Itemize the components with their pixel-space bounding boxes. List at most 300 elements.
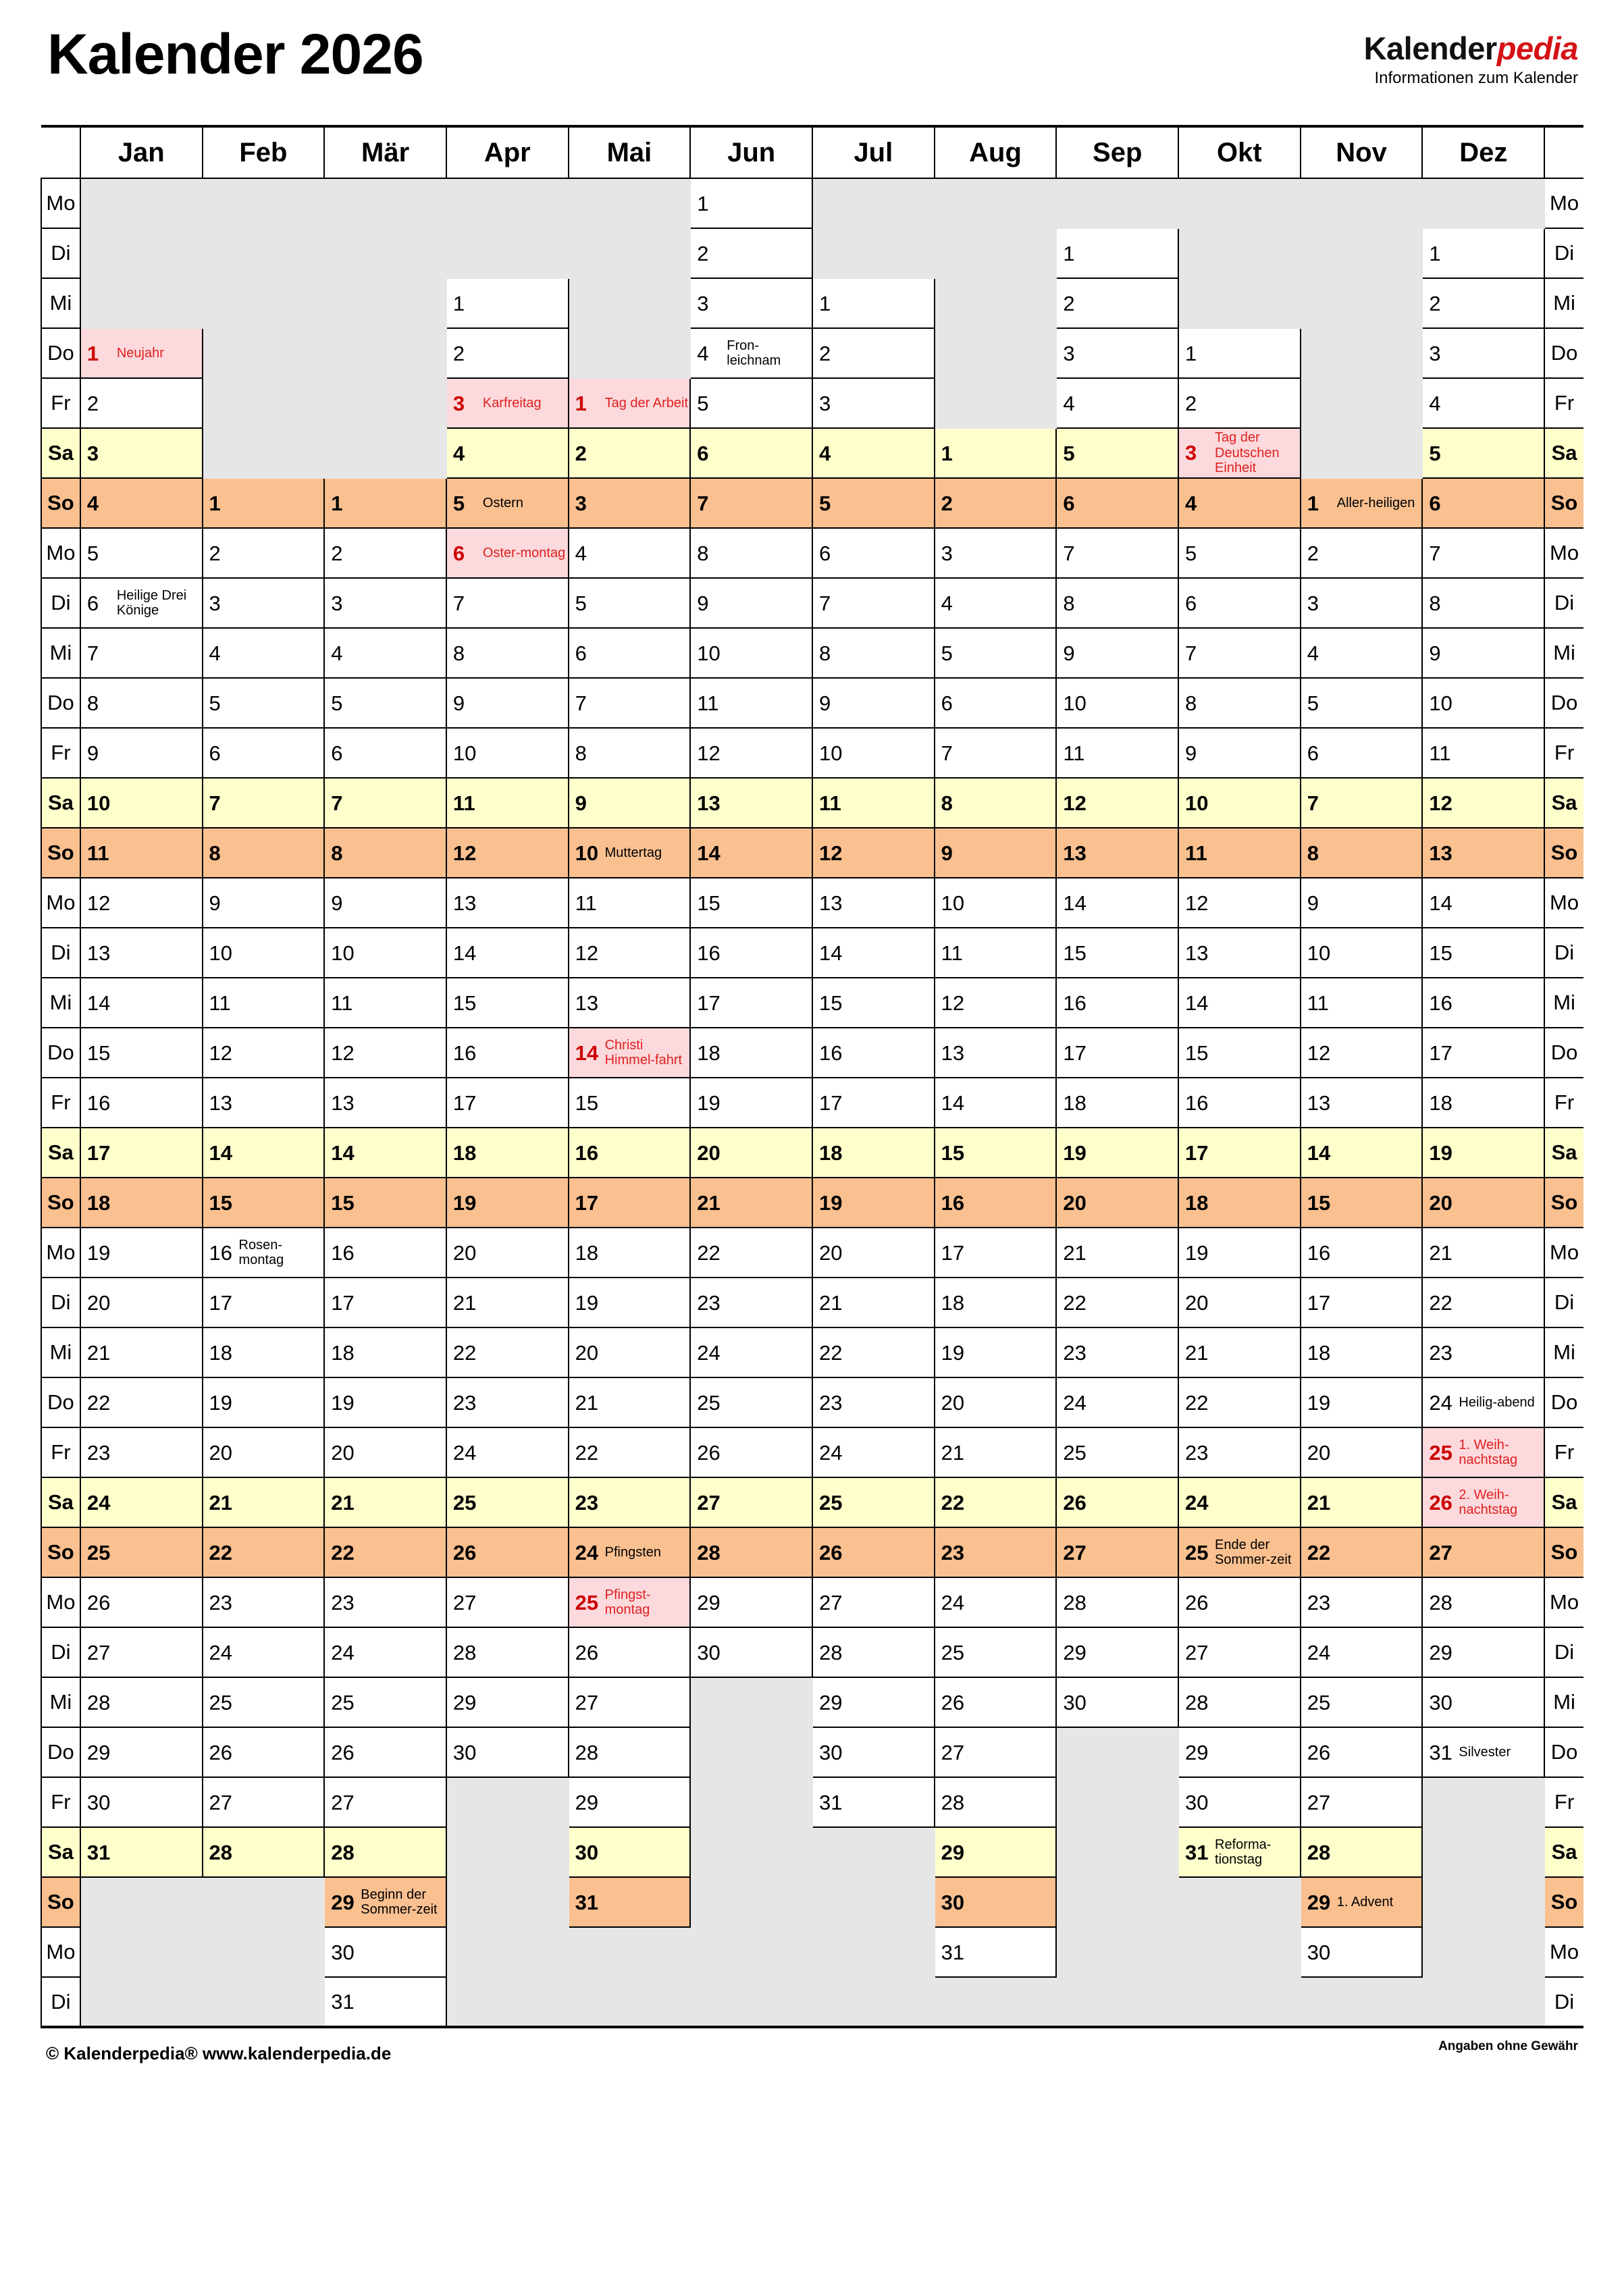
calendar-cell-day[interactable] xyxy=(1422,278,1544,328)
calendar-cell-day[interactable] xyxy=(324,678,446,728)
calendar-cell-day[interactable] xyxy=(935,1877,1057,1927)
calendar-cell-day[interactable] xyxy=(935,928,1057,978)
calendar-cell-day[interactable] xyxy=(1178,528,1301,578)
calendar-cell-day[interactable] xyxy=(1056,1577,1178,1627)
calendar-cell-day[interactable] xyxy=(203,1627,325,1677)
calendar-cell-day[interactable] xyxy=(324,1377,446,1427)
calendar-cell-day[interactable] xyxy=(1422,578,1544,628)
calendar-cell-day[interactable] xyxy=(1178,1078,1301,1128)
calendar-cell-day[interactable] xyxy=(1301,1527,1423,1577)
calendar-cell-day[interactable] xyxy=(446,1727,569,1777)
calendar-cell-day[interactable] xyxy=(935,1377,1057,1427)
calendar-cell-day[interactable] xyxy=(1178,1128,1301,1178)
calendar-cell-day[interactable] xyxy=(203,828,325,878)
calendar-cell-day[interactable] xyxy=(812,328,935,378)
calendar-cell-day[interactable] xyxy=(812,728,935,778)
calendar-cell-day[interactable] xyxy=(690,1278,812,1327)
calendar-cell-holiday[interactable] xyxy=(569,1577,691,1627)
calendar-cell-day[interactable] xyxy=(324,528,446,578)
calendar-cell-day[interactable] xyxy=(1422,1278,1544,1327)
calendar-cell-day[interactable] xyxy=(203,778,325,828)
calendar-cell-day[interactable] xyxy=(1178,1377,1301,1427)
calendar-cell-day[interactable] xyxy=(1056,1477,1178,1527)
calendar-cell-day[interactable] xyxy=(446,678,569,728)
calendar-cell-day[interactable] xyxy=(812,1577,935,1627)
calendar-cell-day[interactable] xyxy=(203,628,325,678)
calendar-cell-day[interactable] xyxy=(80,428,203,478)
calendar-cell-day[interactable] xyxy=(812,1427,935,1477)
calendar-cell-day[interactable] xyxy=(1422,1677,1544,1727)
calendar-cell-day[interactable] xyxy=(1056,228,1178,278)
calendar-cell-day[interactable] xyxy=(1301,828,1423,878)
calendar-cell-day[interactable] xyxy=(690,528,812,578)
calendar-cell-holiday[interactable] xyxy=(569,1028,691,1078)
calendar-cell-day[interactable] xyxy=(1056,1627,1178,1677)
calendar-cell-day[interactable] xyxy=(1301,978,1423,1028)
calendar-cell-day[interactable] xyxy=(812,1228,935,1278)
calendar-cell-day[interactable] xyxy=(1178,378,1301,428)
calendar-cell-day[interactable] xyxy=(569,1877,691,1927)
calendar-cell-day[interactable] xyxy=(812,478,935,528)
calendar-cell-day[interactable] xyxy=(935,1078,1057,1128)
calendar-cell-day[interactable] xyxy=(324,1327,446,1377)
calendar-cell-day[interactable] xyxy=(80,728,203,778)
calendar-cell-day[interactable] xyxy=(1178,1577,1301,1627)
calendar-cell-day[interactable] xyxy=(324,778,446,828)
calendar-cell-day[interactable] xyxy=(80,1577,203,1627)
calendar-cell-day[interactable] xyxy=(203,1327,325,1377)
calendar-cell-day[interactable] xyxy=(80,1677,203,1727)
calendar-cell-day[interactable] xyxy=(1056,928,1178,978)
calendar-cell-day[interactable] xyxy=(80,678,203,728)
calendar-cell-day[interactable] xyxy=(1178,828,1301,878)
calendar-cell-holiday[interactable] xyxy=(446,378,569,428)
calendar-cell-day[interactable] xyxy=(324,478,446,528)
calendar-cell-day[interactable] xyxy=(690,1427,812,1477)
calendar-cell-day[interactable] xyxy=(1056,1178,1178,1228)
calendar-cell-day[interactable] xyxy=(690,878,812,928)
calendar-cell-day[interactable] xyxy=(1301,1178,1423,1228)
calendar-cell-day[interactable] xyxy=(203,528,325,578)
calendar-cell-day[interactable] xyxy=(1301,678,1423,728)
calendar-cell-day[interactable] xyxy=(80,1777,203,1827)
calendar-cell-day[interactable] xyxy=(812,278,935,328)
calendar-cell-day[interactable] xyxy=(324,1078,446,1128)
calendar-cell-day[interactable] xyxy=(935,1178,1057,1228)
calendar-cell-day[interactable] xyxy=(690,1327,812,1377)
calendar-cell-day[interactable] xyxy=(1422,978,1544,1028)
calendar-cell-day[interactable] xyxy=(80,1327,203,1377)
calendar-cell-day[interactable] xyxy=(1422,1527,1544,1577)
calendar-cell-day[interactable] xyxy=(690,1377,812,1427)
calendar-cell-day[interactable] xyxy=(80,378,203,428)
calendar-cell-day[interactable] xyxy=(935,1577,1057,1627)
calendar-cell-day[interactable] xyxy=(935,1777,1057,1827)
calendar-cell-day[interactable] xyxy=(690,278,812,328)
calendar-cell-day[interactable] xyxy=(1301,1677,1423,1727)
calendar-cell-day[interactable] xyxy=(1056,778,1178,828)
calendar-cell-day[interactable] xyxy=(1056,628,1178,678)
calendar-cell-day[interactable] xyxy=(203,1078,325,1128)
calendar-cell-day[interactable] xyxy=(446,1427,569,1477)
calendar-cell-day[interactable] xyxy=(690,228,812,278)
calendar-cell-day[interactable] xyxy=(812,428,935,478)
calendar-cell-day[interactable] xyxy=(324,1777,446,1827)
calendar-cell-day[interactable] xyxy=(1056,1327,1178,1377)
calendar-cell-day[interactable] xyxy=(324,1877,446,1927)
calendar-cell-day[interactable] xyxy=(446,1327,569,1377)
calendar-cell-day[interactable] xyxy=(1056,1527,1178,1577)
calendar-cell-day[interactable] xyxy=(1056,1377,1178,1427)
calendar-cell-day[interactable] xyxy=(1422,828,1544,878)
calendar-cell-day[interactable] xyxy=(569,678,691,728)
calendar-cell-day[interactable] xyxy=(203,878,325,928)
calendar-cell-day[interactable] xyxy=(1178,578,1301,628)
calendar-cell-day[interactable] xyxy=(812,1777,935,1827)
calendar-cell-day[interactable] xyxy=(1422,1327,1544,1377)
calendar-cell-day[interactable] xyxy=(1301,928,1423,978)
calendar-cell-day[interactable] xyxy=(690,428,812,478)
calendar-cell-day[interactable] xyxy=(569,1477,691,1527)
calendar-cell-day[interactable] xyxy=(569,528,691,578)
calendar-cell-day[interactable] xyxy=(1422,1727,1544,1777)
calendar-cell-day[interactable] xyxy=(935,478,1057,528)
calendar-cell-day[interactable] xyxy=(569,878,691,928)
calendar-cell-day[interactable] xyxy=(569,828,691,878)
calendar-cell-day[interactable] xyxy=(1422,678,1544,728)
calendar-cell-day[interactable] xyxy=(935,1527,1057,1577)
calendar-cell-day[interactable] xyxy=(812,528,935,578)
calendar-cell-day[interactable] xyxy=(1301,1327,1423,1377)
calendar-cell-day[interactable] xyxy=(690,1228,812,1278)
calendar-cell-day[interactable] xyxy=(1056,1278,1178,1327)
calendar-cell-day[interactable] xyxy=(1422,478,1544,528)
calendar-cell-day[interactable] xyxy=(203,1178,325,1228)
calendar-cell-holiday[interactable] xyxy=(1178,428,1301,478)
calendar-cell-day[interactable] xyxy=(1056,878,1178,928)
calendar-cell-day[interactable] xyxy=(812,878,935,928)
calendar-cell-day[interactable] xyxy=(690,1178,812,1228)
calendar-cell-day[interactable] xyxy=(80,1377,203,1427)
calendar-cell-day[interactable] xyxy=(203,1777,325,1827)
calendar-cell-day[interactable] xyxy=(80,1627,203,1677)
calendar-cell-day[interactable] xyxy=(1301,1927,1423,1977)
calendar-cell-day[interactable] xyxy=(1178,878,1301,928)
calendar-cell-day[interactable] xyxy=(324,1627,446,1677)
calendar-cell-day[interactable] xyxy=(446,1527,569,1577)
calendar-cell-day[interactable] xyxy=(569,1627,691,1677)
calendar-cell-day[interactable] xyxy=(812,828,935,878)
calendar-cell-day[interactable] xyxy=(80,1278,203,1327)
calendar-cell-day[interactable] xyxy=(1178,1228,1301,1278)
calendar-cell-day[interactable] xyxy=(935,628,1057,678)
calendar-cell-day[interactable] xyxy=(690,1527,812,1577)
calendar-cell-day[interactable] xyxy=(80,928,203,978)
calendar-cell-day[interactable] xyxy=(1056,728,1178,778)
calendar-cell-day[interactable] xyxy=(1301,1078,1423,1128)
calendar-cell-day[interactable] xyxy=(324,1577,446,1627)
calendar-cell-day[interactable] xyxy=(569,1527,691,1577)
calendar-cell-day[interactable] xyxy=(812,978,935,1028)
calendar-cell-day[interactable] xyxy=(1056,528,1178,578)
calendar-cell-day[interactable] xyxy=(1422,928,1544,978)
calendar-cell-day[interactable] xyxy=(1422,728,1544,778)
calendar-cell-day[interactable] xyxy=(1178,1527,1301,1577)
calendar-cell-day[interactable] xyxy=(1178,1028,1301,1078)
calendar-cell-day[interactable] xyxy=(1301,578,1423,628)
calendar-cell-day[interactable] xyxy=(1056,678,1178,728)
calendar-cell-day[interactable] xyxy=(1301,778,1423,828)
calendar-cell-day[interactable] xyxy=(1178,1777,1301,1827)
calendar-cell-day[interactable] xyxy=(935,1827,1057,1877)
calendar-cell-day[interactable] xyxy=(203,1827,325,1877)
calendar-cell-day[interactable] xyxy=(690,1028,812,1078)
calendar-cell-day[interactable] xyxy=(1301,628,1423,678)
calendar-cell-day[interactable] xyxy=(1056,1128,1178,1178)
calendar-cell-day[interactable] xyxy=(1178,1827,1301,1877)
calendar-cell-day[interactable] xyxy=(1301,878,1423,928)
calendar-cell-day[interactable] xyxy=(203,1727,325,1777)
calendar-cell-day[interactable] xyxy=(569,778,691,828)
calendar-cell-day[interactable] xyxy=(935,1427,1057,1477)
calendar-cell-day[interactable] xyxy=(446,978,569,1028)
calendar-cell-day[interactable] xyxy=(569,1327,691,1377)
calendar-cell-day[interactable] xyxy=(1301,1128,1423,1178)
calendar-cell-day[interactable] xyxy=(80,528,203,578)
calendar-cell-day[interactable] xyxy=(446,1677,569,1727)
calendar-cell-day[interactable] xyxy=(80,1427,203,1477)
calendar-cell-day[interactable] xyxy=(203,978,325,1028)
calendar-cell-holiday[interactable] xyxy=(1422,1427,1544,1477)
calendar-cell-day[interactable] xyxy=(569,1078,691,1128)
calendar-cell-day[interactable] xyxy=(569,1228,691,1278)
calendar-cell-day[interactable] xyxy=(1422,1178,1544,1228)
calendar-cell-day[interactable] xyxy=(203,1527,325,1577)
calendar-cell-day[interactable] xyxy=(1056,1677,1178,1727)
calendar-cell-day[interactable] xyxy=(446,1477,569,1527)
calendar-cell-day[interactable] xyxy=(446,1377,569,1427)
calendar-cell-day[interactable] xyxy=(935,1278,1057,1327)
calendar-cell-day[interactable] xyxy=(446,1078,569,1128)
calendar-cell-day[interactable] xyxy=(324,1128,446,1178)
calendar-cell-day[interactable] xyxy=(80,828,203,878)
calendar-cell-day[interactable] xyxy=(324,1827,446,1877)
calendar-cell-day[interactable] xyxy=(1422,428,1544,478)
calendar-cell-day[interactable] xyxy=(446,778,569,828)
calendar-cell-day[interactable] xyxy=(80,1827,203,1877)
calendar-cell-day[interactable] xyxy=(1422,628,1544,678)
calendar-cell-day[interactable] xyxy=(446,428,569,478)
calendar-cell-day[interactable] xyxy=(690,628,812,678)
calendar-cell-day[interactable] xyxy=(203,578,325,628)
calendar-cell-day[interactable] xyxy=(569,1427,691,1477)
calendar-cell-day[interactable] xyxy=(80,978,203,1028)
calendar-cell-day[interactable] xyxy=(80,778,203,828)
calendar-cell-day[interactable] xyxy=(569,1677,691,1727)
calendar-cell-day[interactable] xyxy=(1301,1577,1423,1627)
calendar-cell-day[interactable] xyxy=(324,1927,446,1977)
calendar-cell-day[interactable] xyxy=(1422,1128,1544,1178)
calendar-cell-day[interactable] xyxy=(324,628,446,678)
calendar-cell-day[interactable] xyxy=(1301,528,1423,578)
calendar-cell-day[interactable] xyxy=(812,928,935,978)
calendar-cell-day[interactable] xyxy=(1301,1427,1423,1477)
calendar-cell-day[interactable] xyxy=(1422,528,1544,578)
calendar-cell-day[interactable] xyxy=(1301,1727,1423,1777)
calendar-cell-day[interactable] xyxy=(935,1128,1057,1178)
calendar-cell-day[interactable] xyxy=(690,778,812,828)
calendar-cell-day[interactable] xyxy=(1422,1577,1544,1627)
calendar-cell-day[interactable] xyxy=(446,578,569,628)
calendar-cell-day[interactable] xyxy=(935,678,1057,728)
calendar-cell-day[interactable] xyxy=(80,1128,203,1178)
calendar-cell-day[interactable] xyxy=(1178,1627,1301,1677)
calendar-cell-day[interactable] xyxy=(1056,328,1178,378)
calendar-cell-day[interactable] xyxy=(1178,478,1301,528)
calendar-cell-day[interactable] xyxy=(1422,328,1544,378)
calendar-cell-day[interactable] xyxy=(80,1527,203,1577)
calendar-cell-day[interactable] xyxy=(812,1677,935,1727)
calendar-cell-day[interactable] xyxy=(690,928,812,978)
calendar-cell-day[interactable] xyxy=(324,1178,446,1228)
calendar-cell-day[interactable] xyxy=(935,778,1057,828)
calendar-cell-day[interactable] xyxy=(812,678,935,728)
calendar-cell-day[interactable] xyxy=(324,828,446,878)
calendar-cell-day[interactable] xyxy=(1422,1377,1544,1427)
calendar-cell-day[interactable] xyxy=(812,1527,935,1577)
calendar-cell-day[interactable] xyxy=(446,1228,569,1278)
calendar-cell-day[interactable] xyxy=(446,728,569,778)
calendar-cell-day[interactable] xyxy=(812,1278,935,1327)
calendar-cell-day[interactable] xyxy=(446,1627,569,1677)
calendar-cell-day[interactable] xyxy=(812,1078,935,1128)
calendar-cell-day[interactable] xyxy=(1178,1278,1301,1327)
calendar-cell-day[interactable] xyxy=(569,1827,691,1877)
calendar-cell-day[interactable] xyxy=(1301,1827,1423,1877)
calendar-cell-day[interactable] xyxy=(935,878,1057,928)
calendar-cell-day[interactable] xyxy=(690,1128,812,1178)
calendar-cell-day[interactable] xyxy=(446,628,569,678)
calendar-cell-day[interactable] xyxy=(324,1028,446,1078)
calendar-cell-day[interactable] xyxy=(203,478,325,528)
calendar-cell-day[interactable] xyxy=(1056,478,1178,528)
calendar-cell-day[interactable] xyxy=(324,1677,446,1727)
calendar-cell-day[interactable] xyxy=(935,1727,1057,1777)
calendar-cell-day[interactable] xyxy=(446,828,569,878)
calendar-cell-day[interactable] xyxy=(203,928,325,978)
calendar-cell-day[interactable] xyxy=(935,1228,1057,1278)
calendar-cell-day[interactable] xyxy=(1056,828,1178,878)
calendar-cell-day[interactable] xyxy=(324,1477,446,1527)
calendar-cell-day[interactable] xyxy=(1422,228,1544,278)
calendar-cell-day[interactable] xyxy=(1178,678,1301,728)
calendar-cell-day[interactable] xyxy=(1178,1327,1301,1377)
calendar-cell-day[interactable] xyxy=(1056,1228,1178,1278)
calendar-cell-day[interactable] xyxy=(569,1128,691,1178)
calendar-cell-day[interactable] xyxy=(1301,1877,1423,1927)
calendar-cell-day[interactable] xyxy=(446,1178,569,1228)
calendar-cell-day[interactable] xyxy=(1178,778,1301,828)
calendar-cell-day[interactable] xyxy=(569,928,691,978)
calendar-cell-day[interactable] xyxy=(324,1427,446,1477)
calendar-cell-day[interactable] xyxy=(812,1727,935,1777)
calendar-cell-day[interactable] xyxy=(569,1178,691,1228)
calendar-cell-day[interactable] xyxy=(812,628,935,678)
calendar-cell-day[interactable] xyxy=(80,1477,203,1527)
calendar-cell-day[interactable] xyxy=(1178,1427,1301,1477)
calendar-cell-holiday[interactable] xyxy=(1422,1477,1544,1527)
calendar-cell-day[interactable] xyxy=(446,278,569,328)
calendar-cell-day[interactable] xyxy=(1301,1777,1423,1827)
calendar-cell-day[interactable] xyxy=(1301,1228,1423,1278)
calendar-cell-day[interactable] xyxy=(1301,1278,1423,1327)
calendar-cell-day[interactable] xyxy=(1301,1377,1423,1427)
calendar-cell-day[interactable] xyxy=(812,778,935,828)
calendar-cell-day[interactable] xyxy=(203,1128,325,1178)
calendar-cell-day[interactable] xyxy=(446,328,569,378)
calendar-cell-day[interactable] xyxy=(446,1577,569,1627)
calendar-cell-day[interactable] xyxy=(1056,378,1178,428)
calendar-cell-day[interactable] xyxy=(1422,1228,1544,1278)
calendar-cell-day[interactable] xyxy=(1056,978,1178,1028)
calendar-cell-day[interactable] xyxy=(935,1677,1057,1727)
calendar-cell-holiday[interactable] xyxy=(569,378,691,428)
calendar-cell-day[interactable] xyxy=(569,1278,691,1327)
calendar-cell-day[interactable] xyxy=(812,1477,935,1527)
calendar-cell-day[interactable] xyxy=(690,678,812,728)
calendar-cell-day[interactable] xyxy=(203,1577,325,1627)
calendar-cell-day[interactable] xyxy=(203,1477,325,1527)
calendar-cell-day[interactable] xyxy=(446,1128,569,1178)
calendar-cell-day[interactable] xyxy=(324,1527,446,1577)
calendar-cell-day[interactable] xyxy=(1301,1627,1423,1677)
calendar-cell-day[interactable] xyxy=(1178,978,1301,1028)
calendar-cell-day[interactable] xyxy=(1422,378,1544,428)
calendar-cell-day[interactable] xyxy=(569,1777,691,1827)
calendar-cell-day[interactable] xyxy=(690,978,812,1028)
calendar-cell-day[interactable] xyxy=(935,828,1057,878)
calendar-cell-day[interactable] xyxy=(80,478,203,528)
calendar-cell-day[interactable] xyxy=(1422,1627,1544,1677)
calendar-cell-day[interactable] xyxy=(1178,628,1301,678)
calendar-cell-day[interactable] xyxy=(1178,728,1301,778)
calendar-cell-day[interactable] xyxy=(569,428,691,478)
calendar-cell-day[interactable] xyxy=(935,728,1057,778)
calendar-cell-day[interactable] xyxy=(812,1377,935,1427)
calendar-cell-day[interactable] xyxy=(324,578,446,628)
calendar-cell-day[interactable] xyxy=(690,378,812,428)
calendar-cell-day[interactable] xyxy=(812,1627,935,1677)
calendar-cell-day[interactable] xyxy=(203,728,325,778)
calendar-cell-day[interactable] xyxy=(1301,478,1423,528)
calendar-cell-day[interactable] xyxy=(80,1727,203,1777)
calendar-cell-holiday[interactable] xyxy=(446,528,569,578)
calendar-cell-day[interactable] xyxy=(324,978,446,1028)
calendar-cell-day[interactable] xyxy=(80,1178,203,1228)
calendar-cell-day[interactable] xyxy=(324,1228,446,1278)
calendar-cell-day[interactable] xyxy=(1422,1028,1544,1078)
calendar-cell-day[interactable] xyxy=(1301,1028,1423,1078)
calendar-cell-day[interactable] xyxy=(446,1028,569,1078)
calendar-cell-day[interactable] xyxy=(690,728,812,778)
calendar-cell-day[interactable] xyxy=(812,378,935,428)
calendar-cell-day[interactable] xyxy=(446,878,569,928)
calendar-cell-day[interactable] xyxy=(1178,1727,1301,1777)
calendar-cell-day[interactable] xyxy=(690,1078,812,1128)
calendar-cell-day[interactable] xyxy=(1056,578,1178,628)
calendar-cell-day[interactable] xyxy=(446,478,569,528)
calendar-cell-day[interactable] xyxy=(569,1727,691,1777)
